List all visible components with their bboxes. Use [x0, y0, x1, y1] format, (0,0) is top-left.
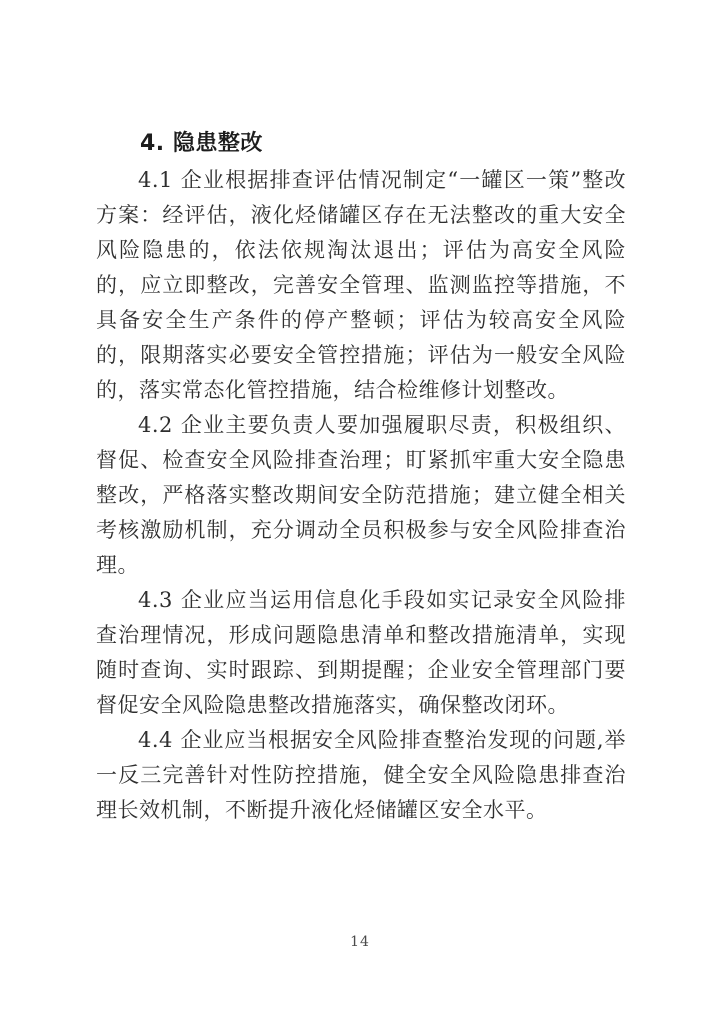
section-heading: 4. 隐患整改: [140, 131, 263, 156]
paragraph-4-4: 4.4 企业应当根据安全风险排查整治发现的问题,举一反三完善针对性防控措施，健全安全风险隐患排查治理长效机制，不断提升液化烃储罐区安全水平。: [96, 728, 626, 822]
document-content: [96, 126, 626, 828]
paragraph-4-3: 4.3 企业应当运用信息化手段如实记录安全风险排查治理情况，形成问题隐患清单和整改措施清单，实现随时查询、实时跟踪、到期提醒；企业安全管理部门要督促安全风险隐患整改措施落实，确保整改闭环。: [96, 588, 626, 717]
page-number: 14: [350, 934, 370, 950]
paragraph-4-2: 4.2 企业主要负责人要加强履职尽责，积极组织、督促、检查安全风险排查治理；盯紧抓牢重大安全隐患整改，严格落实整改期间安全防范措施；建立健全相关考核激励机制，充分调动全员积极参与安全风险排查治理。: [96, 413, 626, 577]
paragraph-4-1: 4.1 企业根据排查评估情况制定“一罐区一策”整改方案：经评估，液化烃储罐区存在无法整改的重大安全风险隐患的，依法依规淘汰退出；评估为高安全风险的，应立即整改，完善安全管理、监测监控等措施，不具备安全生产条件的停产整顿；评估为较高安全风险的，限期落实必要安全管控措施；评估为一般安全风险的，落实常态化管控措施，结合检维修计划整改。: [96, 168, 626, 402]
